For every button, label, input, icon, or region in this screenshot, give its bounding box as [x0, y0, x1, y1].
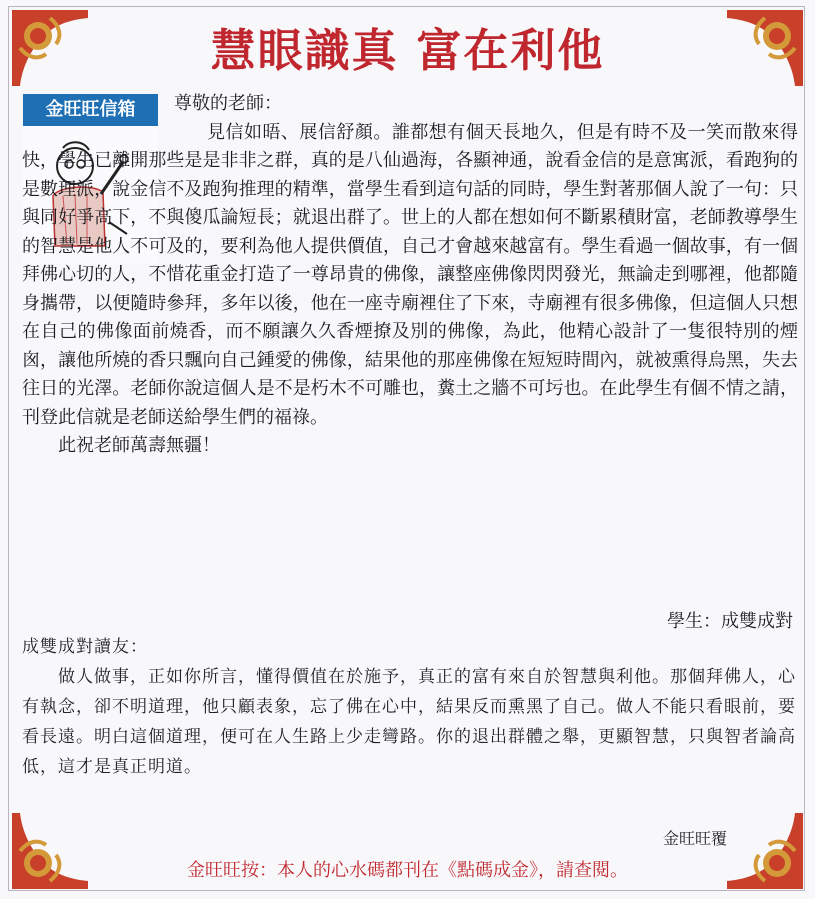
letter-paragraph: 見信如晤、展信舒顏。誰都想有個天長地久，但是有時不及一笑而散來得快，學生已離開那些是是非非之群，真的是八仙過海，各顯神通，說看金信的是意寓派，看跑狗的是數理派，說金信不及跑狗推理的精準，當學生看到這句話的同時，學生對著那個人說了一句：只與同好爭高下，不與傻瓜論短長；就退出群了。世上的人都在想如何不斷累積財富，老師教導學生的智慧是他人不可及的，要利為他人提供價值，自己才會越來越富有。學生看過一個故事，有一個拜佛心切的人，不惜花重金打造了一尊昂貴的佛像，讓整座佛像閃閃發光，無論走到哪裡，他都隨身攜帶，以便隨時參拜，多年以後，他在一座寺廟裡住了下來，寺廟裡有很多佛像，但這個人只想在自己的佛像面前燒香，而不願讓久久香煙撩及別的佛像，為此，他精心設計了一隻很特別的煙囪，讓他所燒的香只飄向自己鍾愛的佛像，結果他的那座佛像在短短時間內，就被熏得烏黑，失去往日的光澤。老師你說這個人是不是朽木不可雕也，糞土之牆不可圬也。在此學生有個不情之請，刊登此信就是老師送給學生們的福祿。: [22, 121, 798, 428]
footer-note: 金旺旺按：本人的心水碼都刊在《點碼成金》，請查閱。: [187, 860, 628, 881]
letter-blessing: 此祝老師萬壽無疆！: [58, 435, 220, 456]
letter-signature: 學生：成雙成對: [667, 611, 793, 632]
letter-salutation: 尊敬的老師：: [174, 93, 282, 114]
column-label: 金旺旺信箱: [23, 94, 158, 126]
reply-signature: 金旺旺覆: [662, 829, 727, 848]
reply-paragraph: 做人做事，正如你所言，懂得價值在於施予，真正的富有來自於智慧與利他。那個拜佛人，心有執念，卻不明道理，他只顧表象，忘了佛在心中，結果反而熏黑了自己。做人不能只看眼前，要看長遠。明白這個道理，便可在人生路上少走彎路。你的退出群體之舉，更顯智慧，只與智者論高低，這才是真正明道。: [22, 667, 796, 777]
letter-body: [22, 90, 798, 461]
reply-body: [22, 632, 798, 782]
reply-greeting: 成雙成對讀友：: [22, 637, 148, 657]
page-title: 慧眼識真 富在利他: [210, 24, 605, 77]
